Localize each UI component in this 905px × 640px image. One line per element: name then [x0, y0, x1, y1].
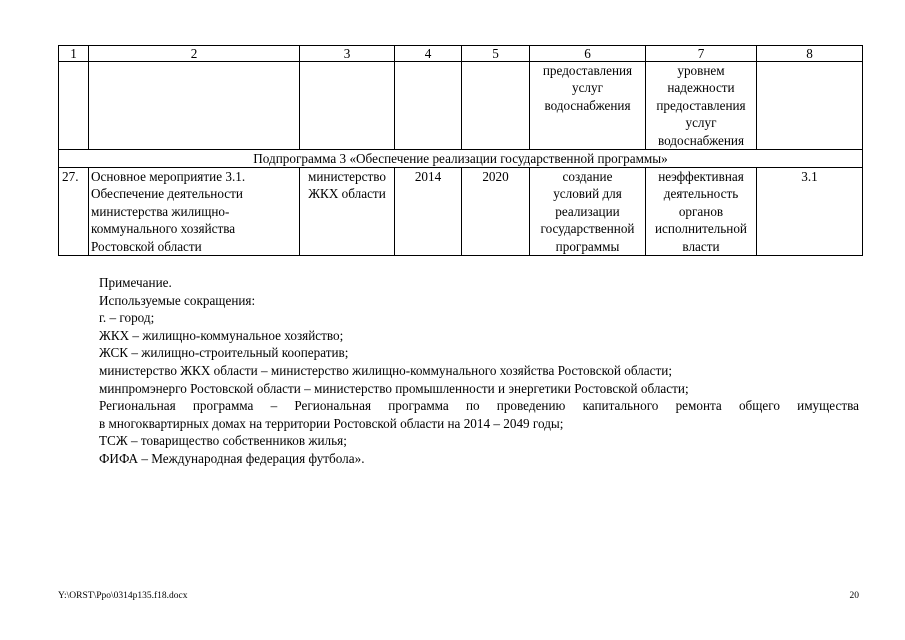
indicator-link: 3.1	[757, 168, 863, 256]
notes-section	[99, 274, 859, 468]
start-year: 2014	[395, 168, 462, 256]
table-cell	[462, 62, 530, 150]
table-cell	[89, 62, 300, 150]
abbreviations-heading: Используемые сокращения:	[99, 292, 256, 308]
notes-title: Примечание.	[99, 275, 172, 290]
table-row	[59, 168, 863, 256]
executor: министерство ЖКХ области	[300, 168, 395, 256]
abbreviation-item: ЖКХ – жилищно-коммунальное хозяйство;	[99, 327, 344, 343]
program-table	[58, 45, 863, 256]
end-year: 2020	[462, 168, 530, 256]
abbreviation-item: в многоквартирных домах на территории Ростовской области на 2014 – 2049 годы;	[99, 415, 564, 431]
measure-name: Основное мероприятие 3.1. Обеспечение деятельности министерства жилищно- коммунального хозяйства Ростовской области	[89, 168, 300, 256]
subprogram-title: Подпрограмма 3 «Обеспечение реализации государственной программы»	[59, 150, 863, 168]
subprogram-row	[59, 150, 863, 168]
header-cell: 3	[300, 46, 395, 62]
page-number: 20	[849, 591, 859, 601]
abbreviation-item: г. – город;	[99, 310, 155, 326]
table-row	[59, 62, 863, 150]
abbreviation-item: ФИФА – Международная федерация футбола».	[99, 450, 365, 466]
header-cell: 7	[646, 46, 757, 62]
header-cell: 2	[89, 46, 300, 62]
table-cell	[757, 62, 863, 150]
header-cell: 1	[59, 46, 89, 62]
footer-file-path: Y:\ORST\Ppo\0314p135.f18.docx	[58, 591, 188, 601]
consequences: неэффективная деятельность органов исполнительной власти	[646, 168, 757, 256]
expected-result: создание условий для реализации государственной программы	[530, 168, 646, 256]
header-cell: 5	[462, 46, 530, 62]
header-cell: 8	[757, 46, 863, 62]
abbreviation-item: Региональная программа – Региональная программа по проведению капитального ремонта общего имущества	[99, 398, 859, 414]
table-cell: уровнем надежности предоставления услуг водоснабжения	[646, 62, 757, 150]
abbreviation-item: ТСЖ – товарищество собственников жилья;	[99, 433, 347, 449]
table-cell	[59, 62, 89, 150]
abbreviation-item: минпромэнерго Ростовской области – министерство промышленности и энергетики Ростовской области;	[99, 380, 689, 396]
header-cell: 4	[395, 46, 462, 62]
abbreviation-item: ЖСК – жилищно-строительный кооператив;	[99, 345, 349, 361]
table-cell	[300, 62, 395, 150]
abbreviation-item: министерство ЖКХ области – министерство жилищно-коммунального хозяйства Ростовской области;	[99, 362, 672, 378]
table-cell: предоставления услуг водоснабжения	[530, 62, 646, 150]
table-header-row	[59, 46, 863, 62]
row-number: 27.	[59, 168, 89, 256]
header-cell: 6	[530, 46, 646, 62]
table-cell	[395, 62, 462, 150]
